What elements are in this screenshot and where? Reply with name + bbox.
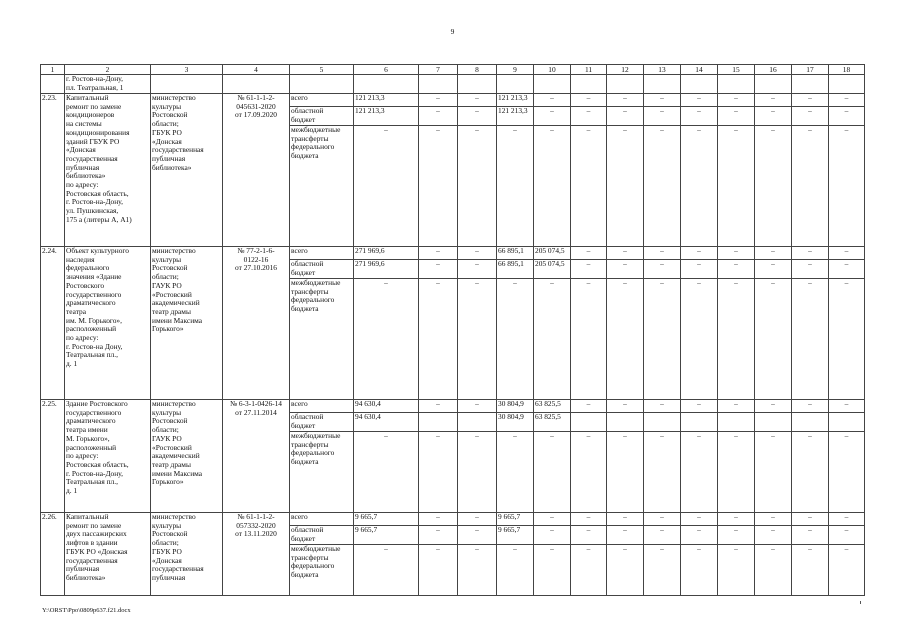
column-header-4: 4 (223, 65, 290, 75)
amount-col-7 (419, 413, 458, 432)
table-row (41, 94, 865, 107)
amount-col-17: – (792, 94, 829, 107)
amount-col-18: – (829, 513, 865, 526)
funding-source: всего (290, 513, 354, 526)
amount-col-18: – (829, 247, 865, 260)
amount-col-7: – (419, 526, 458, 545)
column-header-6: 6 (354, 65, 419, 75)
amount-col-18: – (829, 94, 865, 107)
amount-col-13: – (644, 432, 681, 513)
amount-col-11: – (571, 126, 607, 247)
amount-col-12: – (607, 400, 644, 413)
amount-col-15: – (718, 247, 755, 260)
amount-col-14 (681, 413, 718, 432)
column-header-11: 11 (571, 65, 607, 75)
amount-col-7: – (419, 279, 458, 400)
amount-col-18: – (829, 545, 865, 596)
amount-col-6: – (354, 126, 419, 247)
column-header-16: 16 (755, 65, 792, 75)
amount-col-14: – (681, 126, 718, 247)
amount-col-9: – (497, 545, 534, 596)
amount-col-8: – (458, 513, 497, 526)
expertise-document: № 77-2-1-6- 0122-16 от 27.10.2016 (223, 247, 290, 400)
amount-col-18: – (829, 107, 865, 126)
amount-col-10: 205 074,5 (534, 247, 571, 260)
amount-col-14: – (681, 279, 718, 400)
amount-col-12: – (607, 432, 644, 513)
amount-col-13: – (644, 94, 681, 107)
amount-col-6: 121 213,3 (354, 94, 419, 107)
amount-col-6: – (354, 279, 419, 400)
amount-col-7: – (419, 107, 458, 126)
amount-col-18: – (829, 526, 865, 545)
amount-col-7: – (419, 260, 458, 279)
amount-col-14: – (681, 107, 718, 126)
funding-source: межбюджетные трансферты федерального бюджета (290, 432, 354, 513)
funding-source: всего (290, 94, 354, 107)
amount-col-10: – (534, 279, 571, 400)
amount-col-10: – (534, 126, 571, 247)
amount-col-15 (718, 413, 755, 432)
amount-col-6: 94 630,4 (354, 413, 419, 432)
funding-source: всего (290, 400, 354, 413)
amount-col-6: – (354, 545, 419, 596)
amount-col-7: – (419, 513, 458, 526)
amount-col-9: 121 213,3 (497, 107, 534, 126)
amount-col-15: – (718, 126, 755, 247)
amount-col-14: – (681, 545, 718, 596)
amount-col-14: – (681, 513, 718, 526)
amount-col-9: 66 895,1 (497, 247, 534, 260)
amount-col-13: – (644, 126, 681, 247)
amount-col-11: – (571, 400, 607, 413)
column-header-18: 18 (829, 65, 865, 75)
amount-col-15: – (718, 260, 755, 279)
column-header-2: 2 (65, 65, 151, 75)
amount-col-15: – (718, 94, 755, 107)
amount-col-17: – (792, 279, 829, 400)
amount-col-10: – (534, 94, 571, 107)
object-name: Капитальный ремонт по замене двух пассажирских лифтов в здании ГБУК РО «Донская государственная публичная библиотека» (65, 513, 151, 596)
amount-col-14: – (681, 260, 718, 279)
amount-col-8: – (458, 279, 497, 400)
funding-source: межбюджетные трансферты федерального бюджета (290, 279, 354, 400)
amount-col-16: – (755, 432, 792, 513)
amount-col-13 (644, 413, 681, 432)
amount-col-8: – (458, 126, 497, 247)
amount-col-12: – (607, 526, 644, 545)
amount-col-15: – (718, 400, 755, 413)
amount-col-9: 30 804,9 (497, 413, 534, 432)
amount-col-16: – (755, 400, 792, 413)
amount-col-7: – (419, 432, 458, 513)
column-header-14: 14 (681, 65, 718, 75)
amount-col-8: – (458, 400, 497, 413)
file-path-footer: Y:\ORST\Ppo\0809p637.f21.docx (42, 607, 131, 614)
amount-col-8: – (458, 526, 497, 545)
amount-col-9: 66 895,1 (497, 260, 534, 279)
responsible-party: министерство культуры Ростовской области; ГБУК РО «Донская государственная публичная библиотека» (151, 94, 223, 247)
entry-number: 2.25. (41, 400, 65, 513)
funding-source: межбюджетные трансферты федерального бюджета (290, 126, 354, 247)
continued-address: г. Ростов-на-Дону, пл. Театральная, 1 (65, 75, 151, 94)
column-header-12: 12 (607, 65, 644, 75)
amount-col-14: – (681, 400, 718, 413)
table-row (41, 400, 865, 413)
amount-col-18: – (829, 400, 865, 413)
amount-col-15: – (718, 513, 755, 526)
amount-col-16: – (755, 247, 792, 260)
amount-col-9: – (497, 279, 534, 400)
amount-col-16: – (755, 545, 792, 596)
amount-col-11: – (571, 545, 607, 596)
amount-col-14: – (681, 526, 718, 545)
funding-source: областной бюджет (290, 413, 354, 432)
amount-col-11: – (571, 94, 607, 107)
funding-source: всего (290, 247, 354, 260)
column-number-row (41, 65, 865, 75)
amount-col-11: – (571, 260, 607, 279)
continuation-row (41, 75, 865, 94)
amount-col-6: 271 969,6 (354, 260, 419, 279)
amount-col-7: – (419, 126, 458, 247)
column-header-10: 10 (534, 65, 571, 75)
amount-col-16: – (755, 94, 792, 107)
amount-col-11 (571, 413, 607, 432)
corner-mark (860, 601, 861, 604)
column-header-17: 17 (792, 65, 829, 75)
amount-col-18: – (829, 432, 865, 513)
amount-col-18: – (829, 279, 865, 400)
amount-col-6: 94 630,4 (354, 400, 419, 413)
amount-col-16 (755, 413, 792, 432)
amount-col-17: – (792, 526, 829, 545)
responsible-party: министерство культуры Ростовской области; ГАУК РО «Ростовский академический театр драмы имени Максима Горького» (151, 400, 223, 513)
object-name: Капитальный ремонт по замене кондиционеров на системы кондиционирования зданий ГБУК РО «Донская государственная публичная библиотека» по адресу: Ростовская область, г. Ростов-на-Дону, ул. Пушкинская, 175 а (литеры А, А1) (65, 94, 151, 247)
amount-col-6: 121 213,3 (354, 107, 419, 126)
amount-col-13: – (644, 526, 681, 545)
funding-source: областной бюджет (290, 526, 354, 545)
amount-col-16: – (755, 126, 792, 247)
responsible-party: министерство культуры Ростовской области; ГБУК РО «Донская государственная публичная (151, 513, 223, 596)
amount-col-11: – (571, 513, 607, 526)
amount-col-17: – (792, 432, 829, 513)
expertise-document: № 6-3-1-0426-14 от 27.11.2014 (223, 400, 290, 513)
amount-col-12: – (607, 545, 644, 596)
amount-col-7: – (419, 545, 458, 596)
amount-col-8: – (458, 260, 497, 279)
responsible-party: министерство культуры Ростовской области; ГАУК РО «Ростовский академический театр драмы имени Максима Горького» (151, 247, 223, 400)
amount-col-9: – (497, 432, 534, 513)
amount-col-16: – (755, 107, 792, 126)
expertise-document: № 61-1-1-2- 045631-2020 от 17.09.2020 (223, 94, 290, 247)
amount-col-9: 9 665,7 (497, 513, 534, 526)
amount-col-11: – (571, 247, 607, 260)
amount-col-10: – (534, 432, 571, 513)
column-header-15: 15 (718, 65, 755, 75)
amount-col-10: – (534, 526, 571, 545)
amount-col-16: – (755, 513, 792, 526)
amount-col-15: – (718, 545, 755, 596)
amount-col-12: – (607, 107, 644, 126)
expertise-document: № 61-1-1-2- 057332-2020 от 13.11.2020 (223, 513, 290, 596)
amount-col-17: – (792, 107, 829, 126)
amount-col-10: 63 825,5 (534, 413, 571, 432)
column-header-3: 3 (151, 65, 223, 75)
funding-source: областной бюджет (290, 107, 354, 126)
amount-col-12: – (607, 260, 644, 279)
funding-source: межбюджетные трансферты федерального бюджета (290, 545, 354, 596)
table-row (41, 513, 865, 526)
amount-col-12: – (607, 247, 644, 260)
amount-col-8: – (458, 432, 497, 513)
amount-col-7: – (419, 247, 458, 260)
amount-col-6: 9 665,7 (354, 513, 419, 526)
amount-col-13: – (644, 247, 681, 260)
amount-col-16: – (755, 526, 792, 545)
amount-col-11: – (571, 107, 607, 126)
entry-number: 2.23. (41, 94, 65, 247)
amount-col-8: – (458, 545, 497, 596)
amount-col-7: – (419, 400, 458, 413)
object-name: Объект культурного наследия федерального значения «Здание Ростовского государственного драматического театра им. М. Горького», расположенный по адресу: г. Ростов-на Дону, Театральная пл., д. 1 (65, 247, 151, 400)
amount-col-9: – (497, 126, 534, 247)
amount-col-14: – (681, 247, 718, 260)
amount-col-11: – (571, 526, 607, 545)
amount-col-13: – (644, 279, 681, 400)
amount-col-12 (607, 413, 644, 432)
amount-col-12: – (607, 126, 644, 247)
amount-col-17: – (792, 545, 829, 596)
amount-col-14: – (681, 432, 718, 513)
amount-col-17: – (792, 513, 829, 526)
column-header-5: 5 (290, 65, 354, 75)
amount-col-11: – (571, 279, 607, 400)
amount-col-11: – (571, 432, 607, 513)
amount-col-7: – (419, 94, 458, 107)
amount-col-15: – (718, 432, 755, 513)
funding-source: областной бюджет (290, 260, 354, 279)
amount-col-15: – (718, 107, 755, 126)
amount-col-8: – (458, 247, 497, 260)
entry-number: 2.24. (41, 247, 65, 400)
amount-col-13: – (644, 260, 681, 279)
amount-col-13: – (644, 107, 681, 126)
amount-col-9: 30 804,9 (497, 400, 534, 413)
financing-table (40, 64, 865, 596)
amount-col-10: 205 074,5 (534, 260, 571, 279)
amount-col-8: – (458, 94, 497, 107)
amount-col-13: – (644, 513, 681, 526)
table-row (41, 247, 865, 260)
column-header-8: 8 (458, 65, 497, 75)
amount-col-10: – (534, 545, 571, 596)
amount-col-16: – (755, 260, 792, 279)
amount-col-17: – (792, 260, 829, 279)
amount-col-13: – (644, 545, 681, 596)
column-header-9: 9 (497, 65, 534, 75)
amount-col-17: – (792, 126, 829, 247)
amount-col-10: – (534, 107, 571, 126)
object-name: Здание Ростовского государственного драматического театра имени М. Горького», расположенный по адресу: Ростовская область, г. Ростов-на-Дону, Театральная пл., д. 1 (65, 400, 151, 513)
amount-col-15: – (718, 526, 755, 545)
column-header-7: 7 (419, 65, 458, 75)
amount-col-15: – (718, 279, 755, 400)
amount-col-18 (829, 413, 865, 432)
amount-col-6: – (354, 432, 419, 513)
column-header-1: 1 (41, 65, 65, 75)
amount-col-13: – (644, 400, 681, 413)
amount-col-6: 271 969,6 (354, 247, 419, 260)
entry-number: 2.26. (41, 513, 65, 596)
amount-col-12: – (607, 94, 644, 107)
amount-col-17: – (792, 400, 829, 413)
amount-col-17: – (792, 247, 829, 260)
amount-col-14: – (681, 94, 718, 107)
amount-col-12: – (607, 513, 644, 526)
amount-col-10: 63 825,5 (534, 400, 571, 413)
amount-col-18: – (829, 126, 865, 247)
amount-col-9: 9 665,7 (497, 526, 534, 545)
amount-col-6: 9 665,7 (354, 526, 419, 545)
page-number: 9 (450, 27, 455, 36)
amount-col-8: – (458, 107, 497, 126)
column-header-13: 13 (644, 65, 681, 75)
amount-col-16: – (755, 279, 792, 400)
amount-col-18: – (829, 260, 865, 279)
amount-col-12: – (607, 279, 644, 400)
amount-col-9: 121 213,3 (497, 94, 534, 107)
amount-col-8 (458, 413, 497, 432)
amount-col-17 (792, 413, 829, 432)
amount-col-10: – (534, 513, 571, 526)
table-body (41, 65, 865, 596)
